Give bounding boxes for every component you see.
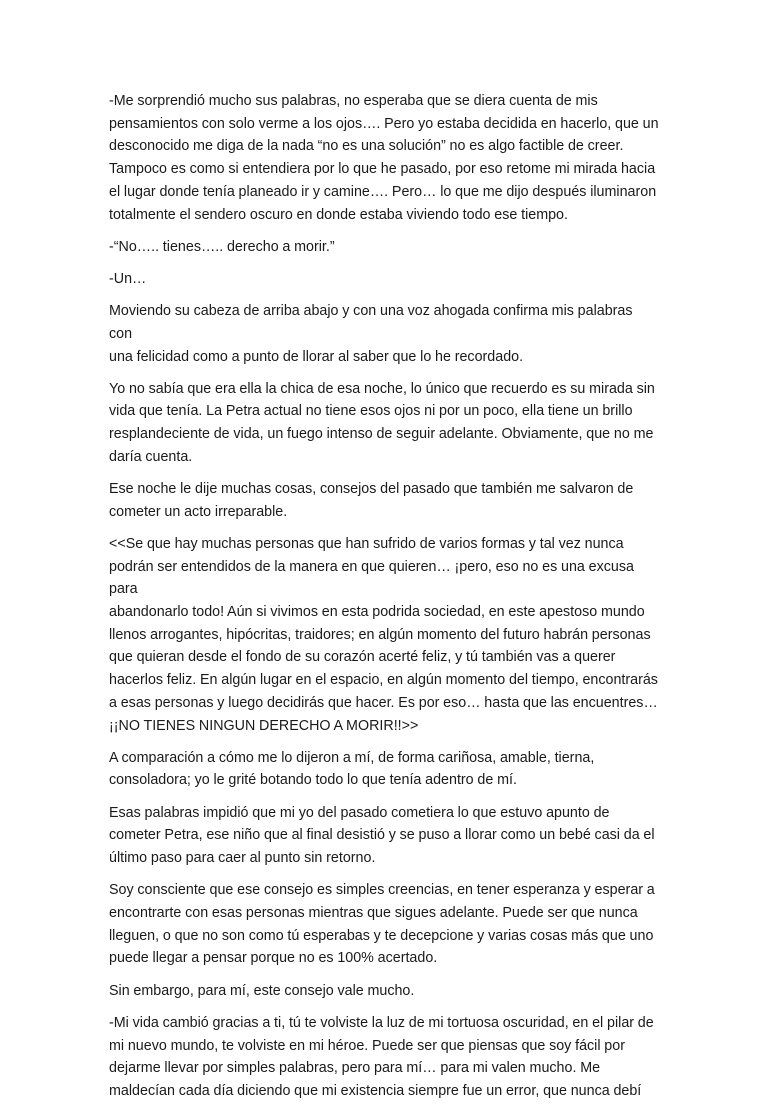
paragraph-3: -Un… bbox=[109, 270, 147, 287]
paragraph-11: Sin embargo, para mí, este consejo vale mucho. bbox=[109, 982, 415, 999]
paragraph-5: Yo no sabía que era ella la chica de esa noche, lo único que recuerdo es su mirada sin vida que tenía. La Petra actual no tiene esos ojos ni por un poco, ella tiene un brillo resplandeciente de vida, un fuego intenso de seguir adelante. Obviamente, que no me daría cuenta. bbox=[109, 380, 655, 465]
paragraph-9: Esas palabras impidió que mi yo del pasado cometiera lo que estuvo apunto de cometer Petra, ese niño que al final desistió y se puso a llorar como un bebé casi da el último paso para caer al punto sin retorno. bbox=[109, 804, 655, 867]
paragraph-12: -Mi vida cambió gracias a ti, tú te volviste la luz de mi tortuosa oscuridad, en el pilar de mi nuevo mundo, te volviste en mi héroe. Puede ser que piensas que soy fácil por dejarme llevar por simples palabras, pero para mí… para mi valen mucho. Me maldecían cada día diciendo que mi existencia siempre fue un error, que nunca debí bbox=[109, 1014, 654, 1099]
paragraph-6: Ese noche le dije muchas cosas, consejos del pasado que también me salvaron de cometer un acto irreparable. bbox=[109, 481, 634, 520]
paragraph-2: -“No….. tienes….. derecho a morir.” bbox=[109, 238, 335, 255]
document-page bbox=[109, 90, 659, 1112]
paragraph-4: Moviendo su cabeza de arriba abajo y con una voz ahogada confirma mis palabras con una felicidad como a punto de llorar al saber que lo he recordado. bbox=[109, 303, 633, 365]
paragraph-8: A comparación a cómo me lo dijeron a mí, de forma cariñosa, amable, tierna, consoladora; yo le grité botando todo lo que tenía adentro de mí. bbox=[109, 749, 595, 789]
paragraph-1: -Me sorprendió mucho sus palabras, no esperaba que se diera cuenta de mis pensamientos con solo verme a los ojos…. Pero yo estaba decidida en hacerlo, que un desconocido me diga de la nada “no es una solución” no es algo factible de creer. Tampoco es como si entendiera por lo que he pasado, por eso retome mi mirada hacia el lugar donde tenía planeado ir y camine…. Pero… lo que me dijo después iluminaron totalmente el sendero oscuro en donde estaba viviendo todo ese tiempo. bbox=[109, 93, 659, 223]
paragraph-7: <<Se que hay muchas personas que han sufrido de varios formas y tal vez nunca podrán ser entendidos de la manera en que quieren… ¡pero, eso no es una excusa para abandonarlo todo! Aún si vivimos en esta podrida sociedad, en este apestoso mundo llenos arrogantes, hipócritas, traidores; en algún momento del futuro habrán personas que quieran desde el fondo de su corazón acerté feliz, y tú también vas a querer hacerlos feliz. En algún lugar en el espacio, en algún momento del tiempo, encontrarás a esas personas y luego decidirás que hacer. Es por eso… hasta que las encuentres… ¡¡NO TIENES NINGUN DERECHO A MORIR!!>> bbox=[109, 535, 658, 734]
paragraph-10: Soy consciente que ese consejo es simples creencias, en tener esperanza y esperar a encontrarte con esas personas mientras que sigues adelante. Puede ser que nunca lleguen, o que no son como tú esperabas y te decepcione y varias cosas más que uno puede llegar a pensar porque no es 100% acertado. bbox=[109, 882, 655, 967]
